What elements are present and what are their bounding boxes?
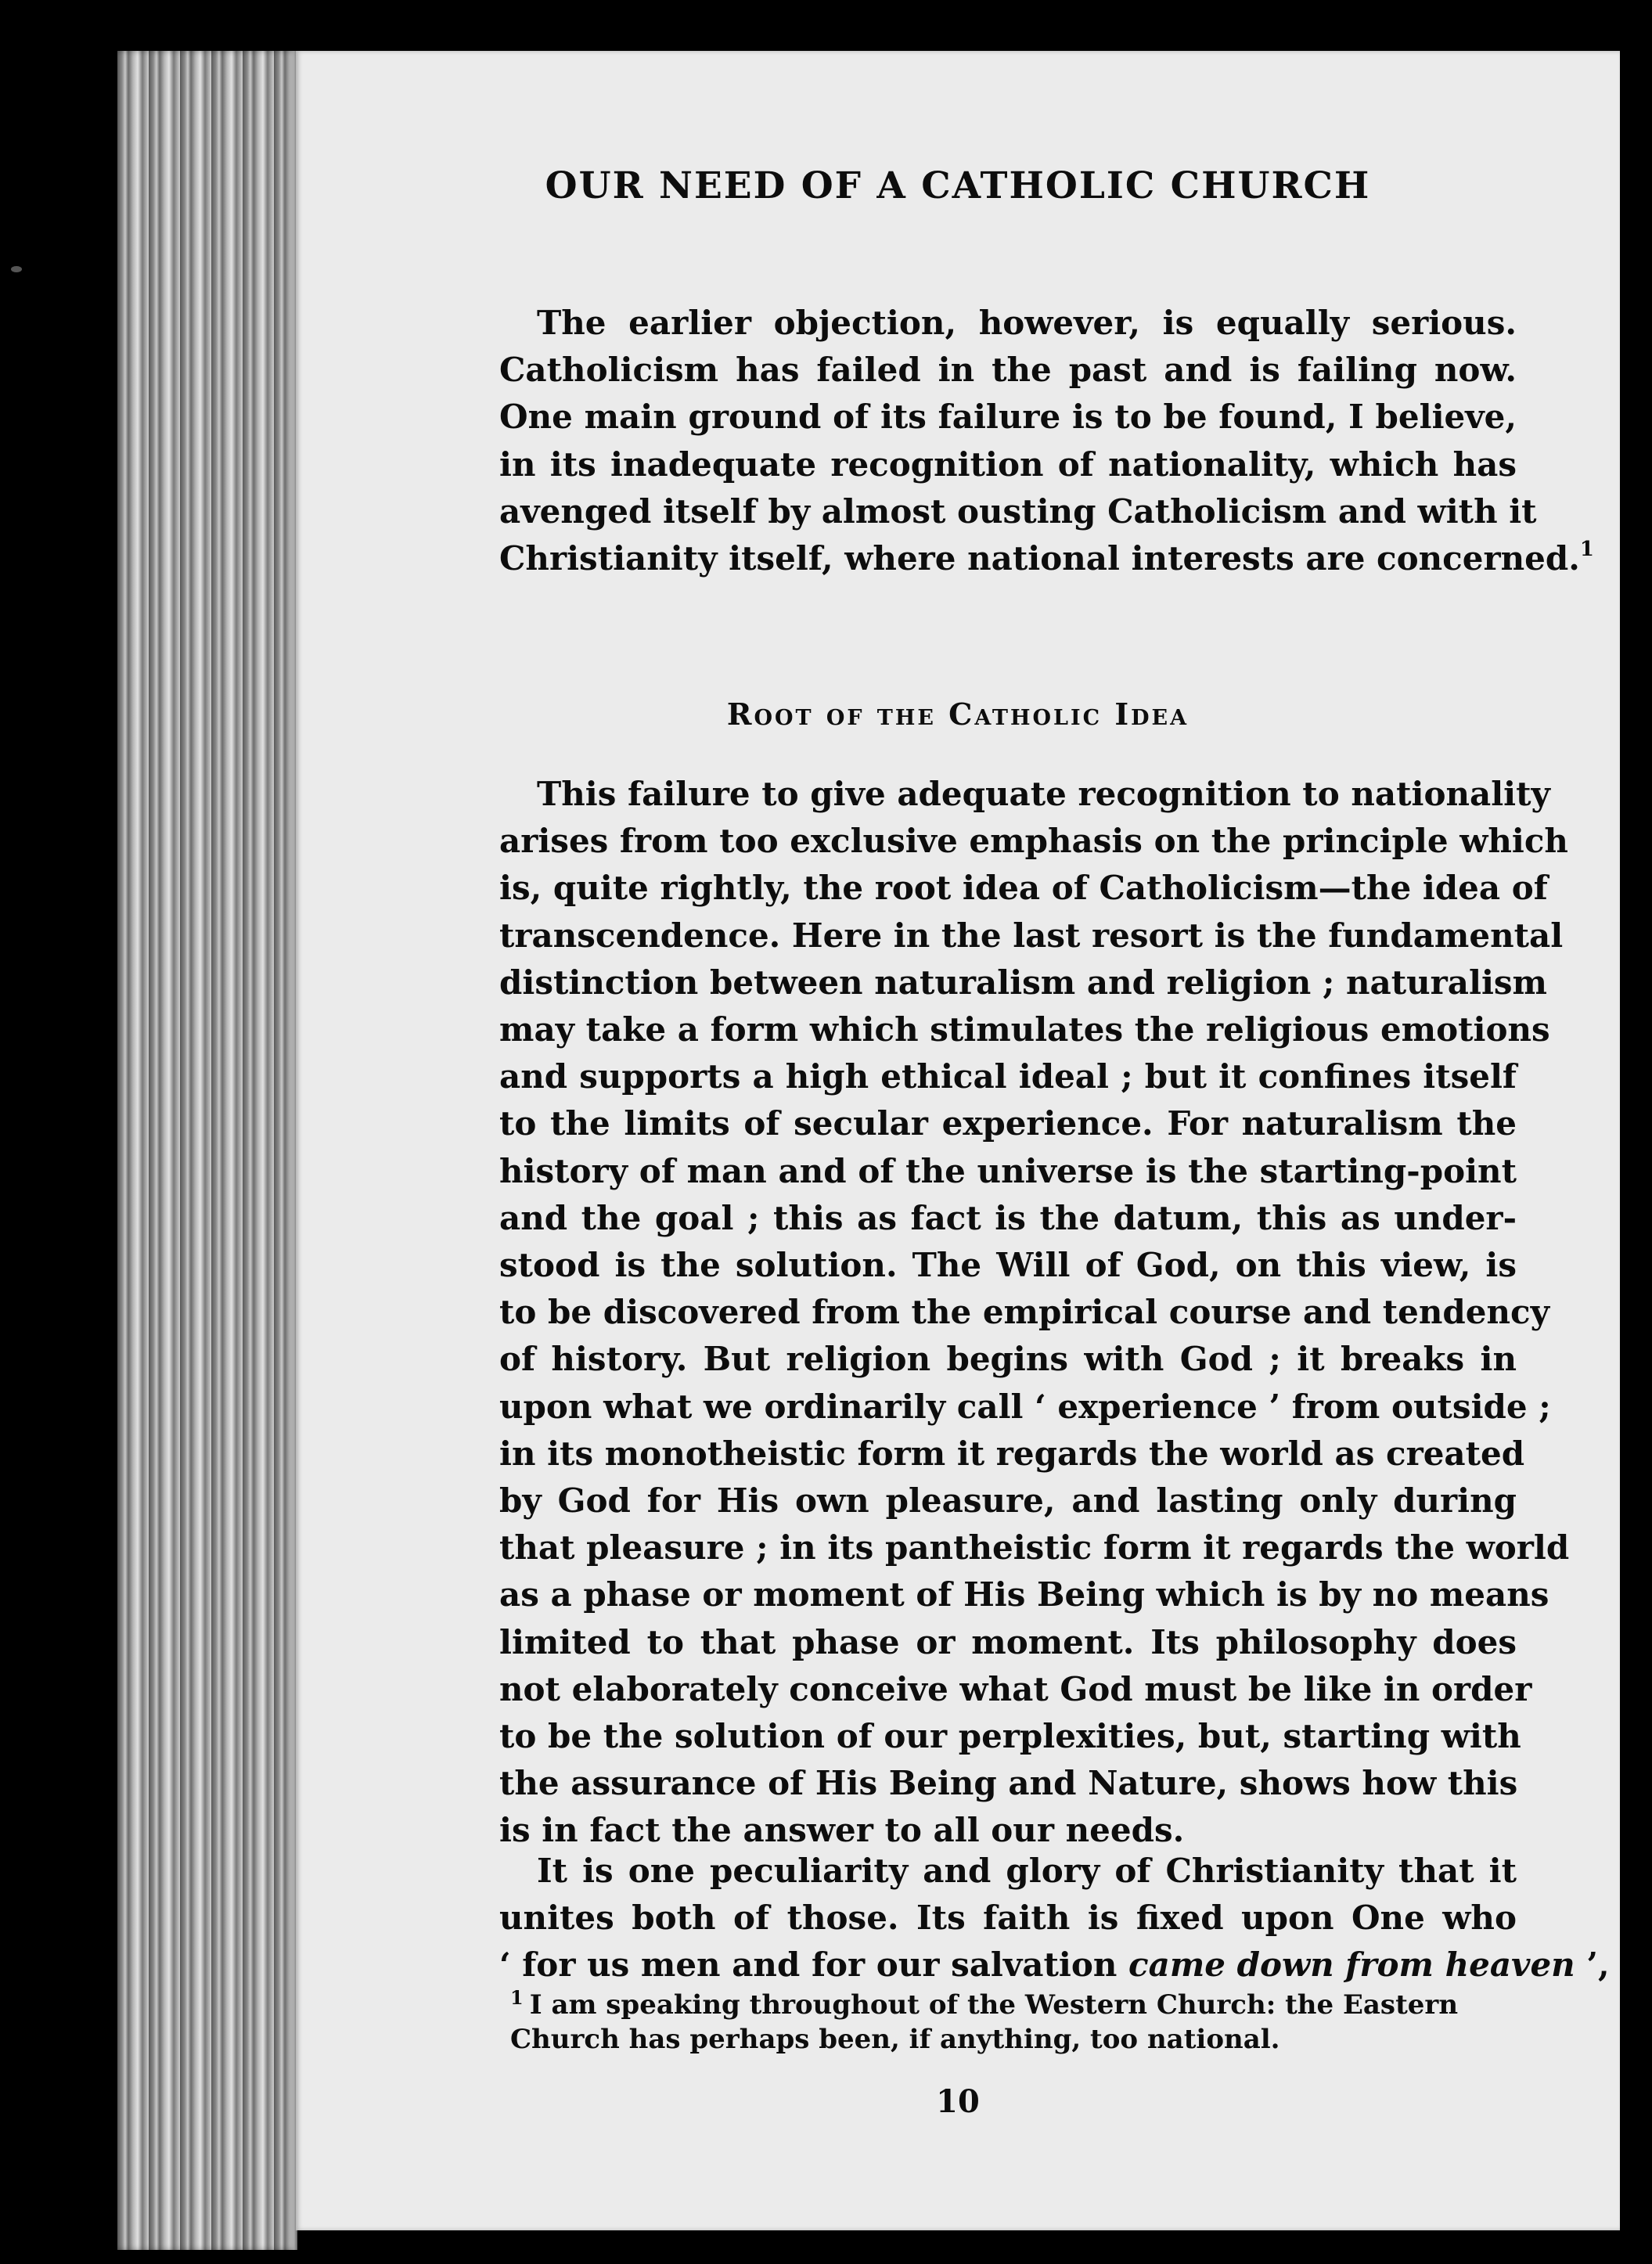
paragraph-3 <box>499 1848 1610 1989</box>
book-page-edges <box>117 51 297 2250</box>
paragraph-2 <box>499 771 1570 1855</box>
scan-speck <box>11 266 22 272</box>
text-line: and supports a high ethical ideal ; but it confines itself <box>499 1057 1517 1096</box>
running-head: OUR NEED OF A CATHOLIC CHURCH <box>545 164 1371 207</box>
text-line: One main ground of its failure is to be found, I believe, <box>499 398 1517 437</box>
text-line: as a phase or moment of His Being which is by no means <box>499 1575 1549 1614</box>
text-line: is in fact the answer to all our needs. <box>499 1811 1185 1850</box>
text-line: to be the solution of our perplexities, but, starting with <box>499 1717 1521 1756</box>
text-line: stood is the solution. The Will of God, on this view, is <box>499 1246 1517 1285</box>
text-line-content: Christianity itself, where national interests are concerned. <box>499 539 1580 578</box>
text-line: in its monotheistic form it regards the world as created <box>499 1434 1525 1473</box>
text-line: is, quite rightly, the root idea of Catholicism—the idea of <box>499 869 1548 908</box>
text-line: of history. But religion begins with God ; it breaks in <box>499 1340 1517 1379</box>
footnote-text: I am speaking throughout of the Western Church: the Eastern Church has perhaps been, if anything, too national. <box>510 1989 1459 2055</box>
text-line: limited to that phase or moment. Its philosophy does <box>499 1622 1517 1661</box>
text-line: The earlier objection, however, is equally serious. <box>537 304 1517 342</box>
text-line: unites both of those. Its faith is fixed upon One who <box>499 1899 1517 1938</box>
book-page <box>296 51 1620 2230</box>
text-line: transcendence. Here in the last resort is the fundamental <box>499 916 1564 955</box>
text-line: that pleasure ; in its pantheistic form it regards the world <box>499 1528 1570 1568</box>
text-line: in its inadequate recognition of nationality, which has <box>499 445 1517 484</box>
text-line: to the limits of secular experience. For naturalism the <box>499 1104 1517 1143</box>
text-line-prefix: ‘ for us men and for our salvation <box>499 1945 1129 1985</box>
text-line: It is one peculiarity and glory of Christianity that it <box>537 1852 1517 1890</box>
text-line: avenged itself by almost ousting Catholicism and with it <box>499 491 1537 531</box>
text-line: This failure to give adequate recognition to nationality <box>537 775 1550 813</box>
text-line <box>499 535 1594 582</box>
text-line: and the goal ; this as fact is the datum, this as under- <box>499 1198 1517 1237</box>
text-line <box>499 1942 1610 1989</box>
page-number: 10 <box>936 2083 980 2120</box>
text-line: distinction between naturalism and religion ; naturalism <box>499 963 1547 1002</box>
text-line: the assurance of His Being and Nature, shows how this <box>499 1764 1518 1803</box>
section-heading: Root of the Catholic Idea <box>726 696 1190 732</box>
footnote-mark: 1 <box>510 1986 524 2009</box>
paragraph-1 <box>499 300 1594 582</box>
text-line: arises from too exclusive emphasis on the principle which <box>499 822 1568 861</box>
text-line: may take a form which stimulates the religious emotions <box>499 1010 1550 1049</box>
footnote <box>510 1988 1517 2057</box>
text-line: to be discovered from the empirical course and tendency <box>499 1293 1549 1332</box>
text-line: not elaborately conceive what God must be like in order <box>499 1669 1532 1708</box>
italic-phrase: came down from heaven <box>1128 1945 1575 1985</box>
text-line: Catholicism has failed in the past and is failing now. <box>499 351 1517 390</box>
text-line-suffix: ’, <box>1575 1945 1610 1985</box>
text-line: history of man and of the universe is the starting-point <box>499 1151 1517 1190</box>
text-line: upon what we ordinarily call ‘ experience ’ from outside ; <box>499 1387 1551 1426</box>
footnote-reference: 1 <box>1579 538 1594 562</box>
text-line: by God for His own pleasure, and lasting only during <box>499 1481 1517 1521</box>
